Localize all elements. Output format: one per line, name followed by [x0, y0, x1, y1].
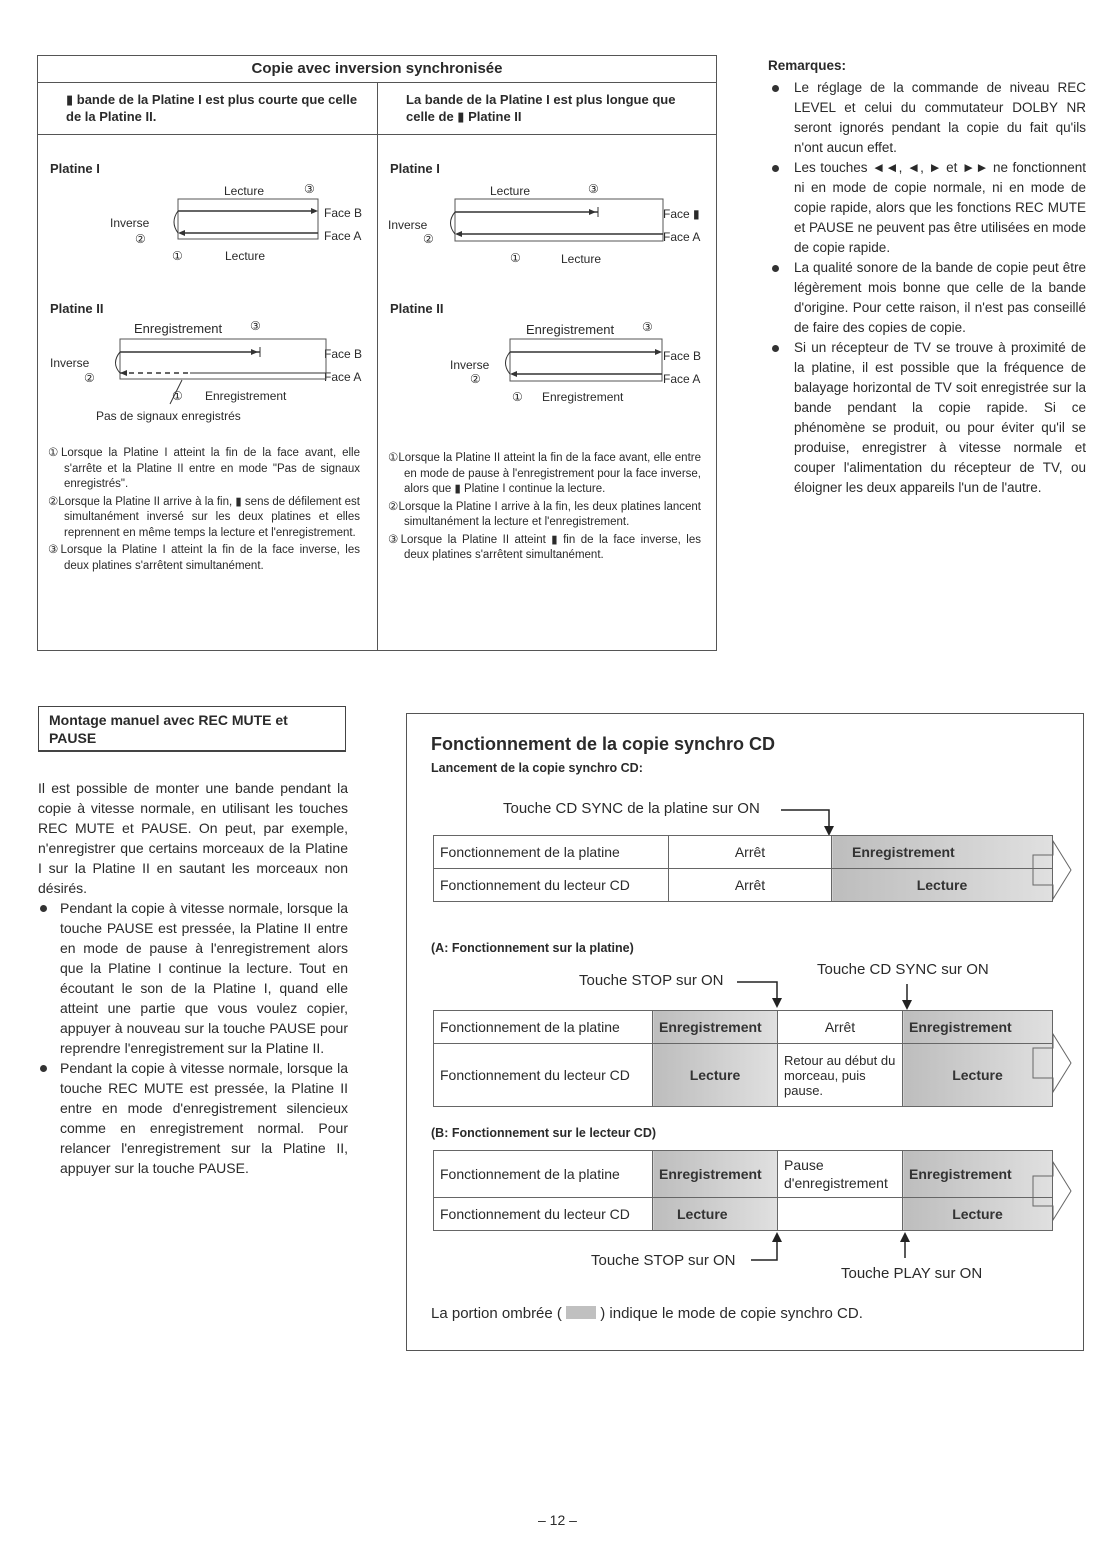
right-platine1-label: Platine I [390, 161, 440, 176]
remark-item: Le réglage de la commande de niveau REC LEVEL et celui du commutateur DOLBY NR seront ignorés pendant la copie du fait qu'ils n'ont aucun effet. [768, 78, 1086, 158]
left-tape-diagram-2 [100, 336, 330, 411]
circle-1c: ① [510, 251, 521, 265]
circle-3b: ③ [250, 319, 261, 333]
right-inverse-2: Inverse [450, 358, 490, 372]
left-note-3: ③Lorsque la Platine I atteint la fin de la face inverse, les deux platines s'arrêtent simultanément. [48, 544, 360, 572]
footnote-part-b: ) indique le mode de copie synchro CD. [600, 1305, 863, 1322]
left-enr-top: Enregistrement [134, 321, 223, 336]
section-a-title: (A: Fonctionnement sur la platine) [431, 941, 634, 955]
sync-arrow [777, 804, 837, 836]
cd-sync-box [406, 713, 1084, 1351]
cd-sync-arrow [899, 984, 915, 1010]
continue-arrow-1 [1031, 839, 1073, 901]
cd-title: Fonctionnement de la copie synchro CD [431, 734, 776, 754]
play-on-label: Touche PLAY sur ON [841, 1265, 983, 1282]
circle-1b: ① [172, 389, 183, 403]
remarks-section [768, 56, 1086, 498]
shade-swatch [566, 1306, 596, 1319]
remark-item: Les touches ◄◄, ◄, ► et ►► ne fonctionnent ni en mode de copie normale, ni en mode de copie rapide, alors que les fonctions REC MUTE et PAUSE ne peuvent pas être utilisées en mode de copie rapide. [768, 158, 1086, 258]
right-lecture-top: Lecture [490, 184, 531, 198]
left-note-2: ②Lorsque la Platine II arrive à la fin, ▮ sens de défilement est simultanément inversé sur les deux platines et elles reprennent en même temps la lecture et l'enregistrement. [48, 495, 360, 539]
section-b-title: (B: Fonctionnement sur le lecteur CD) [431, 1126, 657, 1140]
page-number: – 12 – [538, 1512, 577, 1528]
cell-enregistrement: Enregistrement [903, 1151, 1053, 1198]
cell-lecture: Lecture [832, 869, 1053, 902]
pas-de-signaux: Pas de signaux enregistrés [96, 409, 241, 423]
right-inverse-1: Inverse [388, 218, 428, 232]
row-lecteur: Fonctionnement du lecteur CD [434, 869, 669, 902]
continue-arrow-3 [1031, 1160, 1073, 1222]
stop-arrow-a [735, 976, 785, 1010]
left-note-1: ①Lorsque la Platine I atteint la fin de la face avant, elle s'arrête et la Platine II entre en mode "Pas de signaux enregistrés". [48, 447, 360, 490]
right-face-b-2: Face B [663, 349, 702, 363]
left-column-header: ▮ bande de la Platine I est plus courte que celle de la Platine II. [38, 83, 377, 135]
left-notes [48, 446, 360, 576]
remark-item: Si un récepteur de TV se trouve à proximité de la platine, il est possible que la fréquence de balayage horizontal de TV soit enregistrée sur la bande pendant la copie rapide. Si ce phénomène se produit, ou pour éviter qu'il se produise, enregistrer à vitesse normale et couper l'alimentation du récepteur de TV, ou éloigner les deux appareils l'un de l'autre. [768, 338, 1086, 498]
right-lecture-bottom: Lecture [561, 252, 602, 266]
cd-table-a [433, 1010, 1053, 1107]
left-inverse-1: Inverse [110, 216, 150, 230]
left-platine2-label: Platine II [50, 301, 104, 316]
circle-2: ② [135, 232, 146, 246]
montage-item: Pendant la copie à vitesse normale, lorsque la touche PAUSE est pressée, la Platine II entre en mode de pause à l'enregistrement alors que la Platine I continue la lecture. Tout en écoutant le son de la Platine I, quand elle atteint une partie que vous voulez copier, appuyer à nouveau sur la touche PAUSE pour reprendre l'enregistrement sur la Platine II. [38, 898, 348, 1058]
row-platine: Fonctionnement de la platine [434, 1151, 653, 1198]
left-face-a-2: Face A [324, 370, 362, 384]
cell-lecture: Lecture [903, 1198, 1053, 1231]
cell-lecture: Lecture [903, 1044, 1053, 1107]
remarks-title: Remarques: [768, 58, 847, 73]
right-enr-bottom: Enregistrement [542, 390, 624, 404]
cd-sync-label: Touche CD SYNC de la platine sur ON [503, 800, 760, 817]
right-face-b-1: Face ▮ [663, 207, 700, 221]
left-lecture-top: Lecture [224, 184, 265, 198]
right-enr-top: Enregistrement [526, 322, 615, 337]
cd-table-start [433, 835, 1053, 902]
cd-subtitle: Lancement de la copie synchro CD: [431, 761, 643, 775]
left-face-b-2: Face B [324, 347, 363, 361]
montage-text [38, 778, 348, 1178]
circle-1d: ① [512, 390, 523, 404]
remark-item: La qualité sonore de la bande de copie peut être légèrement mois bonne que celle de la bande d'origine. Pour cette raison, il n'est pas conseillé de faire des copies de copie. [768, 258, 1086, 338]
continue-arrow-2 [1031, 1032, 1073, 1094]
cell-retour: Retour au début du morceau, puis pause. [778, 1044, 903, 1107]
circle-3d: ③ [642, 320, 653, 334]
circle-2c: ② [423, 232, 434, 246]
cd-footnote [431, 1305, 863, 1322]
circle-1: ① [172, 249, 183, 263]
right-column-header: La bande de la Platine I est plus longue que celle de ▮ Platine II [378, 83, 716, 135]
right-note-2: ②Lorsque la Platine I arrive à la fin, les deux platines lancent simultanément la lecture et l'enregistrement. [388, 500, 701, 528]
right-face-a-2: Face A [663, 372, 701, 386]
row-lecteur: Fonctionnement du lecteur CD [434, 1044, 653, 1107]
cell-enregistrement: Enregistrement [653, 1151, 778, 1198]
row-platine: Fonctionnement de la platine [434, 1011, 653, 1044]
cell-arret: Arrêt [778, 1011, 903, 1044]
cell-enregistrement: Enregistrement [832, 836, 1053, 869]
left-inverse-2: Inverse [50, 356, 90, 370]
row-lecteur: Fonctionnement du lecteur CD [434, 1198, 653, 1231]
left-platine1-label: Platine I [50, 161, 100, 176]
stop-on-label-a: Touche STOP sur ON [579, 972, 724, 989]
footnote-part-a: La portion ombrée ( [431, 1305, 562, 1322]
table-title: Copie avec inversion synchronisée [38, 56, 716, 83]
cell-arret: Arrêt [669, 869, 832, 902]
right-face-a-1: Face A [663, 230, 701, 244]
right-note-3: ③Lorsque la Platine II atteint ▮ fin de la face inverse, les deux platines s'arrêtent simultanément. [388, 533, 701, 561]
left-tape-diagram-1 [168, 196, 328, 246]
montage-list [38, 898, 348, 1178]
cell-enregistrement: Enregistrement [903, 1011, 1053, 1044]
synchro-inversion-table [37, 55, 717, 651]
circle-2b: ② [84, 371, 95, 385]
circle-3: ③ [304, 182, 315, 196]
montage-intro: Il est possible de monter une bande pendant la copie à vitesse normale, en utilisant les touches REC MUTE et PAUSE. On peut, par exemple, n'enregistrer que certains morceaux de la Platine I sur la Platine II en sautant les morceaux non désirés. [38, 780, 348, 896]
montage-item: Pendant la copie à vitesse normale, lorsque la touche REC MUTE est pressée, la Platine II entre en mode d'enregistrement silencieux comme en enregistrement normal. Pour relancer l'enregistrement sur la Platine II, appuyer sur la touche PAUSE. [38, 1058, 348, 1178]
cell-lecture: Lecture [653, 1044, 778, 1107]
left-enr-bottom: Enregistrement [205, 389, 287, 403]
stop-on-label-b: Touche STOP sur ON [591, 1252, 736, 1269]
cell-enregistrement: Enregistrement [653, 1011, 778, 1044]
row-platine: Fonctionnement de la platine [434, 836, 669, 869]
column-divider [377, 83, 378, 651]
cell-pause-enr: Pause d'enregistrement [778, 1151, 903, 1198]
remarks-list [768, 78, 1086, 498]
montage-title: Montage manuel avec REC MUTE et PAUSE [38, 706, 346, 752]
left-face-a-1: Face A [324, 229, 362, 243]
left-face-b-1: Face B [324, 206, 363, 220]
right-tape-diagram-1 [443, 196, 668, 246]
stop-arrow-b [749, 1230, 785, 1266]
cell-lecture: Lecture [653, 1198, 778, 1231]
cd-sync-on-label: Touche CD SYNC sur ON [817, 961, 989, 978]
left-lecture-bottom: Lecture [225, 249, 266, 263]
right-notes [388, 451, 701, 566]
circle-2d: ② [470, 372, 481, 386]
cell-empty [778, 1198, 903, 1231]
right-note-1: ①Lorsque la Platine II atteint la fin de la face avant, elle entre en mode de pause à l'enregistrement pour la face inverse, alors que ▮ Platine I continue la lecture. [388, 452, 701, 495]
cell-arret: Arrêt [669, 836, 832, 869]
play-arrow [897, 1230, 913, 1260]
right-tape-diagram-2 [498, 336, 668, 386]
cd-table-b [433, 1150, 1053, 1231]
right-platine2-label: Platine II [390, 301, 444, 316]
circle-3c: ③ [588, 182, 599, 196]
